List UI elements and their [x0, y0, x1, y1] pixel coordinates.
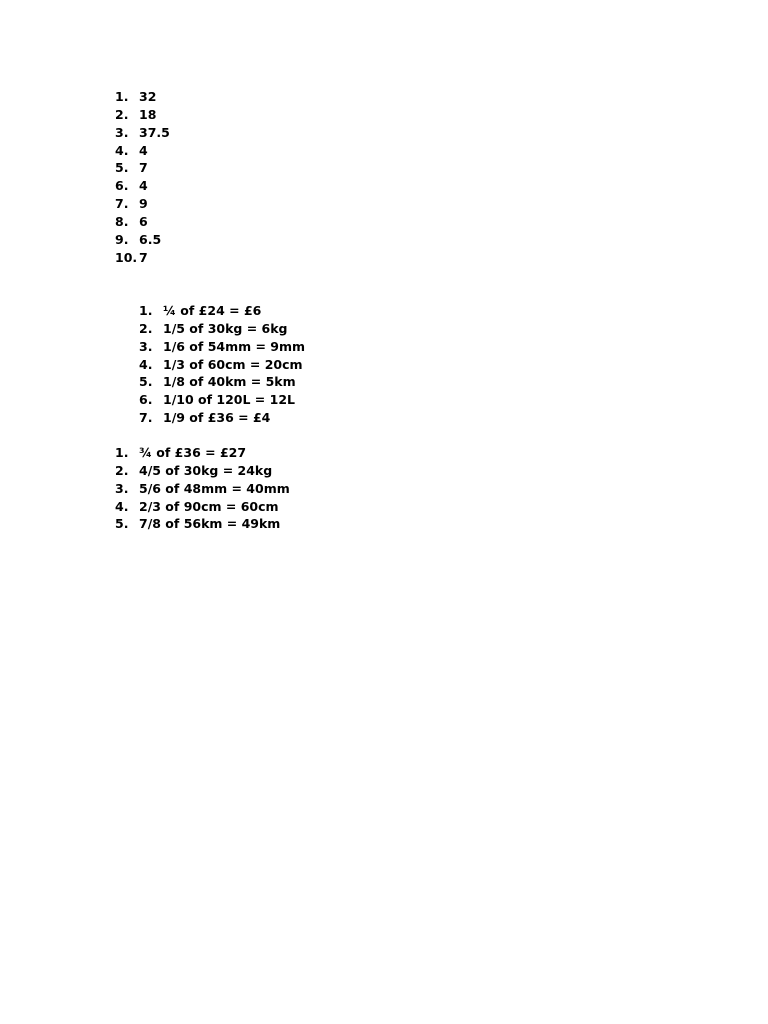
list-item-number: 4. — [115, 498, 129, 514]
list-item-text: 7 — [139, 249, 148, 265]
list-item-text: 1/8 of 40km = 5km — [163, 374, 296, 390]
list-item — [115, 498, 290, 516]
list-item-text: 1/5 of 30kg = 6kg — [163, 320, 288, 336]
list-item-text: 1/10 of 120L = 12L — [163, 392, 295, 408]
answer-list-three — [115, 444, 290, 533]
list-item-number: 7. — [115, 196, 129, 212]
list-item-number: 8. — [115, 213, 129, 229]
list-item-text: 37.5 — [139, 124, 170, 140]
list-item-number: 1. — [139, 303, 153, 318]
list-item-text: ¾ of £36 = £27 — [139, 445, 247, 460]
list-item — [139, 320, 305, 338]
list-item — [115, 515, 290, 533]
list-item — [139, 338, 305, 356]
list-item-text: 5/6 of 48mm = 40mm — [139, 480, 290, 496]
list-item — [115, 142, 170, 160]
list-item-text: 32 — [139, 89, 157, 104]
list-item — [139, 356, 305, 374]
list-item-text: 7 — [139, 160, 148, 176]
list-item — [115, 159, 170, 177]
list-item-text: 6.5 — [139, 231, 162, 247]
list-item — [115, 106, 170, 124]
list-item-number: 7. — [139, 410, 153, 426]
list-item-number: 5. — [139, 374, 153, 390]
list-item-number: 5. — [115, 516, 129, 532]
list-item — [115, 480, 290, 498]
list-item-text: 9 — [139, 196, 148, 212]
list-item-text: 18 — [139, 106, 157, 122]
list-item — [139, 373, 305, 391]
list-item — [115, 249, 170, 267]
list-item-number: 9. — [115, 231, 129, 247]
list-item — [139, 302, 305, 320]
list-item-text: 1/3 of 60cm = 20cm — [163, 356, 303, 372]
list-item-text: 2/3 of 90cm = 60cm — [139, 498, 279, 514]
list-item-text: 4 — [139, 178, 148, 194]
list-item — [115, 88, 170, 106]
list-item-number: 2. — [139, 320, 153, 336]
list-item-number: 6. — [115, 178, 129, 194]
list-item-number: 3. — [115, 124, 129, 140]
list-item — [115, 444, 290, 462]
list-item-number: 4. — [115, 142, 129, 158]
list-item — [115, 195, 170, 213]
list-item-number: 3. — [139, 338, 153, 354]
list-item — [115, 213, 170, 231]
list-item — [139, 409, 305, 427]
list-item — [115, 177, 170, 195]
list-item-number: 5. — [115, 160, 129, 176]
list-item-text: 4 — [139, 142, 148, 158]
list-item-text: 6 — [139, 213, 148, 229]
list-item — [139, 391, 305, 409]
list-item-number: 6. — [139, 392, 153, 408]
list-item-text: 4/5 of 30kg = 24kg — [139, 462, 273, 478]
list-item-text: 7/8 of 56km = 49km — [139, 516, 281, 532]
list-item-number: 3. — [115, 480, 129, 496]
list-item-number: 10. — [115, 249, 138, 265]
list-item-text: ¼ of £24 = £6 — [163, 303, 262, 318]
list-item — [115, 124, 170, 142]
list-item-number: 1. — [115, 89, 129, 104]
list-item — [115, 231, 170, 249]
list-item-number: 2. — [115, 462, 129, 478]
list-item — [115, 462, 290, 480]
list-item-number: 1. — [115, 445, 129, 460]
list-item-number: 4. — [139, 356, 153, 372]
list-item-text: 1/6 of 54mm = 9mm — [163, 338, 306, 354]
answer-list-one — [115, 88, 170, 266]
list-item-text: 1/9 of £36 = £4 — [163, 410, 271, 426]
list-item-number: 2. — [115, 106, 129, 122]
answer-list-two — [139, 302, 305, 427]
